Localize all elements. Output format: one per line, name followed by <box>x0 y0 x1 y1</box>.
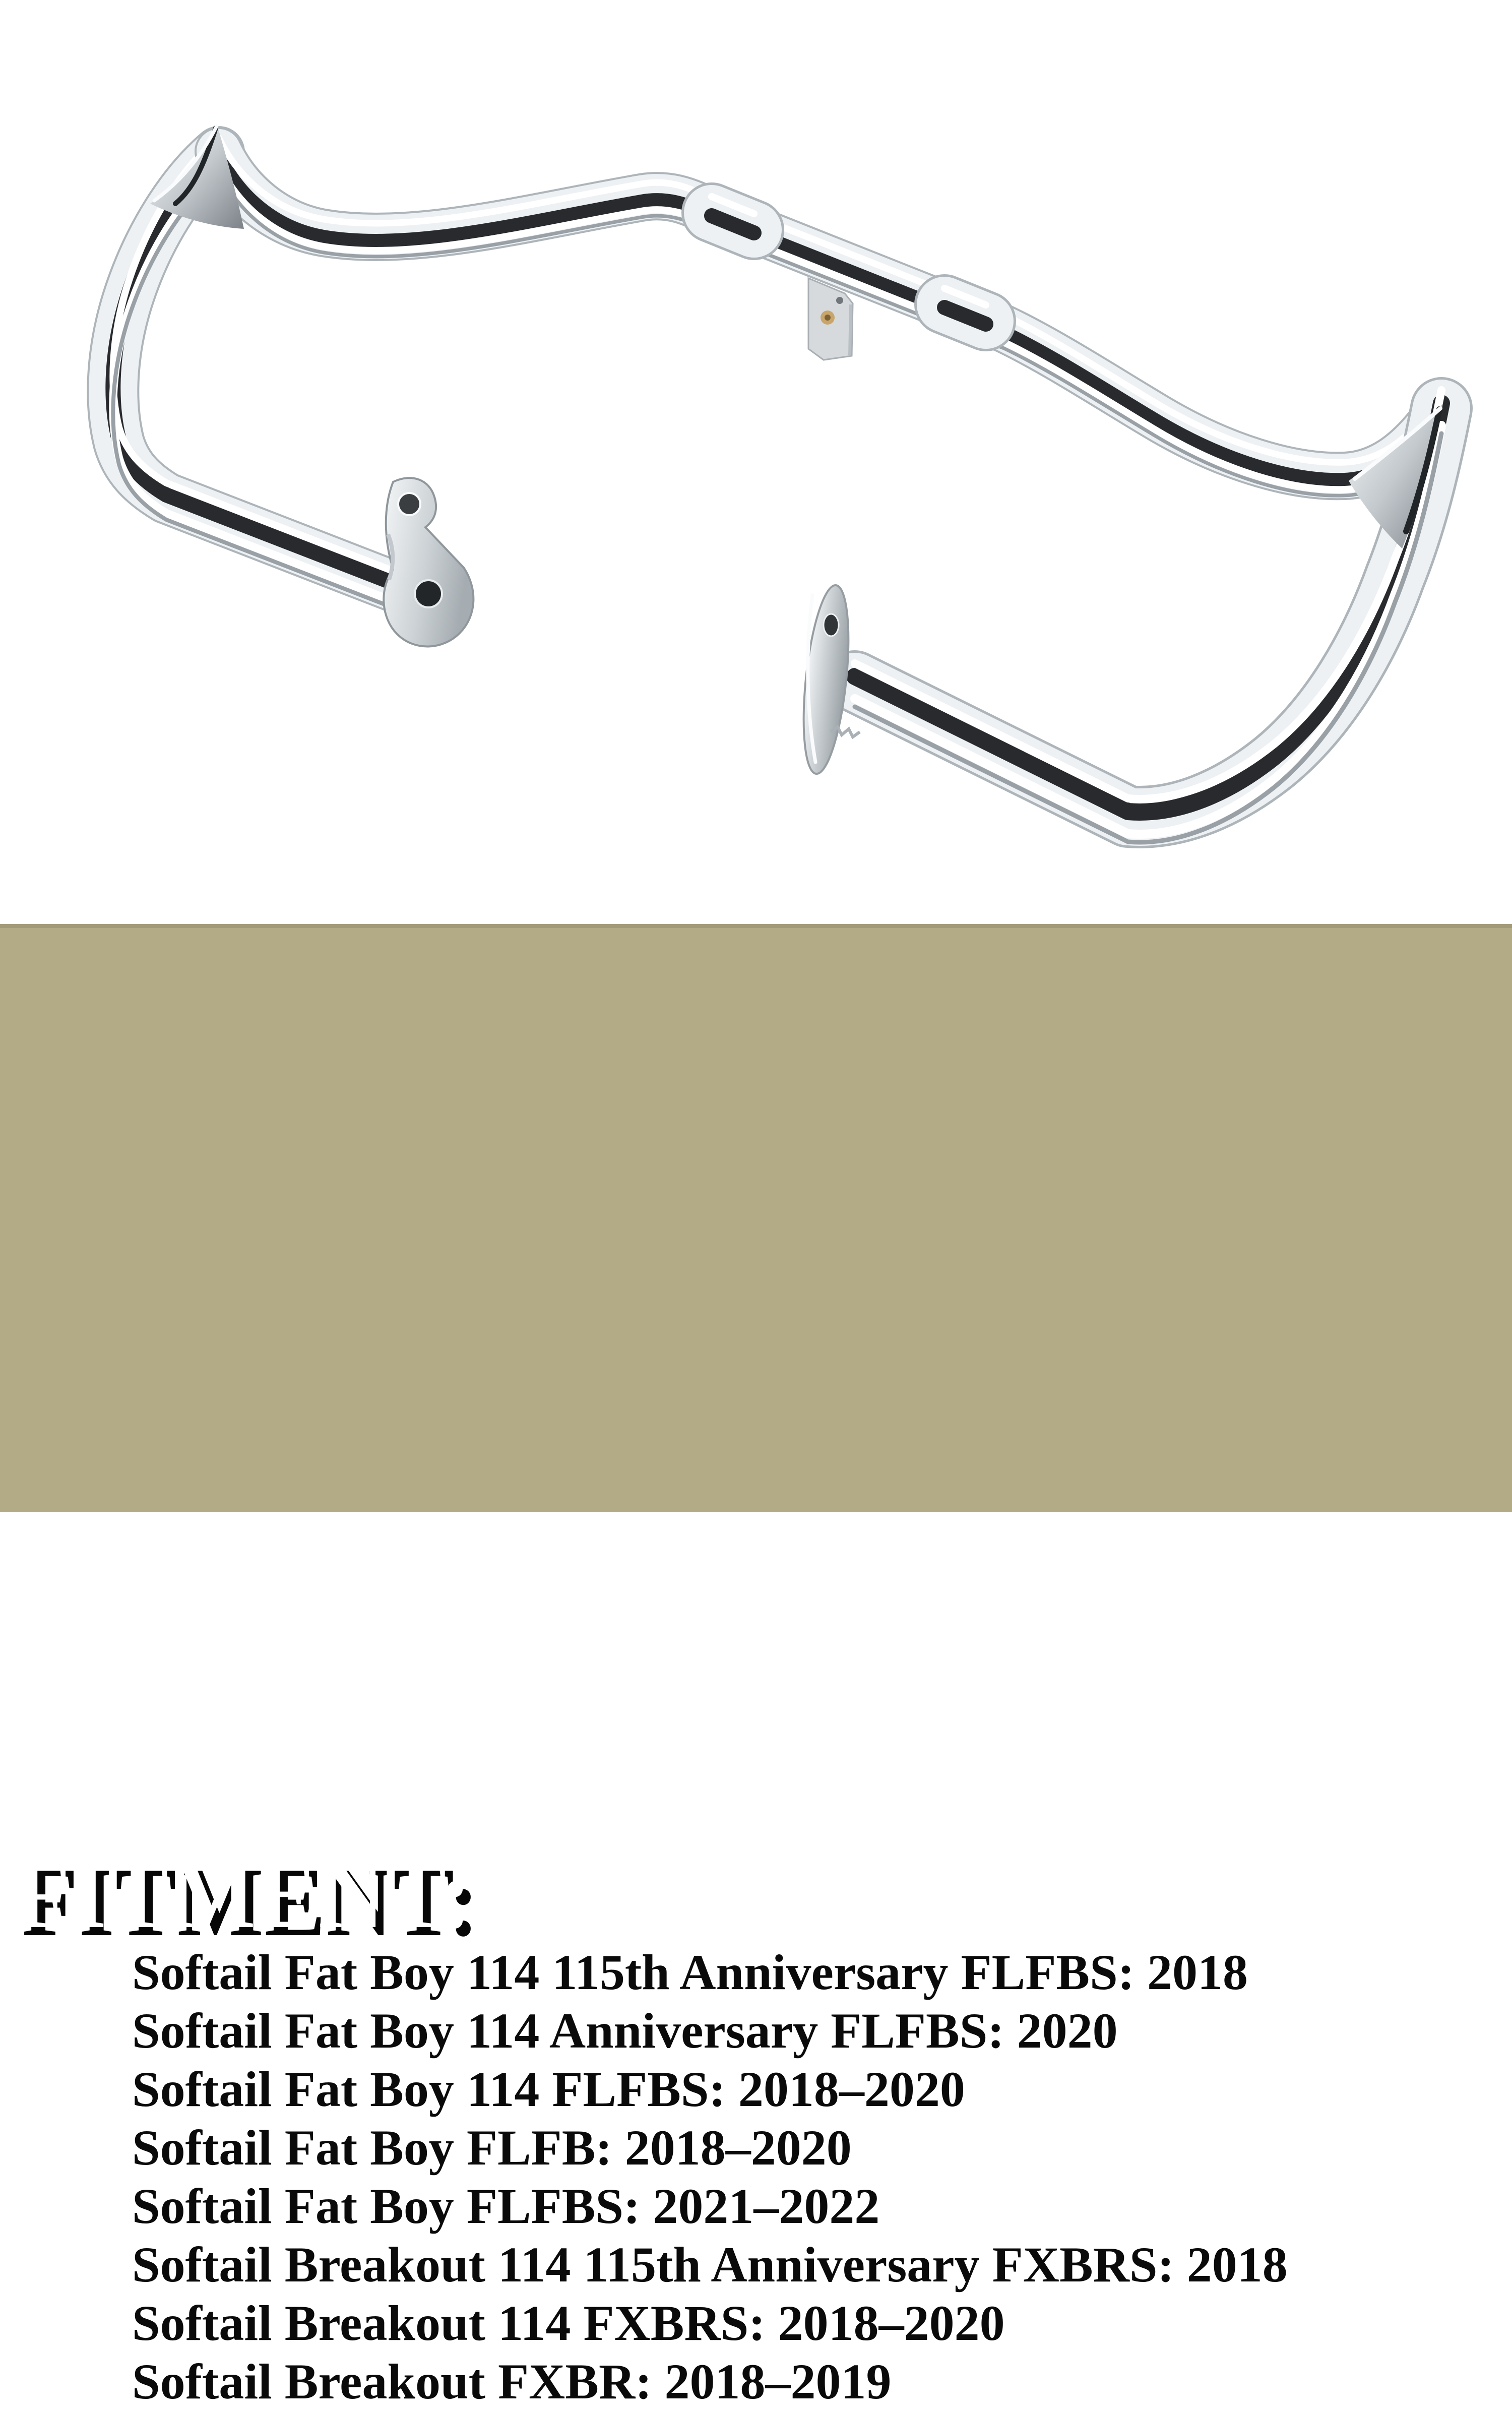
fitment-item: Softail Fat Boy 114 FLFBS: 2018–2020 <box>132 2061 965 2117</box>
fitment-item: Softail Fat Boy FLFBS: 2021–2022 <box>132 2178 880 2234</box>
fitment-list <box>132 1943 1288 2411</box>
fitment-item: Softail Fat Boy 114 115th Anniversary FLFBS: 2018 <box>132 1944 1248 2000</box>
sleeve-joint-left <box>712 197 754 233</box>
sleeve-joint-right <box>944 288 986 324</box>
fitment-item: Softail Breakout FXBR: 2018–2019 <box>132 2354 892 2409</box>
fitment-item: Softail Breakout 114 FXBRS: 2018–2020 <box>132 2295 1005 2351</box>
fitment-item: Softail Breakout 114 115th Anniversary FXBRS: 2018 <box>132 2237 1288 2293</box>
fitment-item: Softail Fat Boy 114 Anniversary FLFBS: 2020 <box>132 2003 1118 2059</box>
product-photo-area <box>0 0 1512 924</box>
bracket-upper-hole <box>398 493 420 515</box>
bracket-lower-hole <box>415 580 442 607</box>
fitment-item: Softail Fat Boy FLFB: 2018–2020 <box>132 2120 852 2176</box>
flange-hole <box>824 614 839 636</box>
tab-small-hole <box>836 297 843 304</box>
fitment-heading: FITMENT: <box>14 1840 472 1949</box>
engine-guard-photo <box>0 0 1512 924</box>
left-mount-bracket <box>384 478 473 646</box>
fitment-panel <box>0 924 1512 2409</box>
